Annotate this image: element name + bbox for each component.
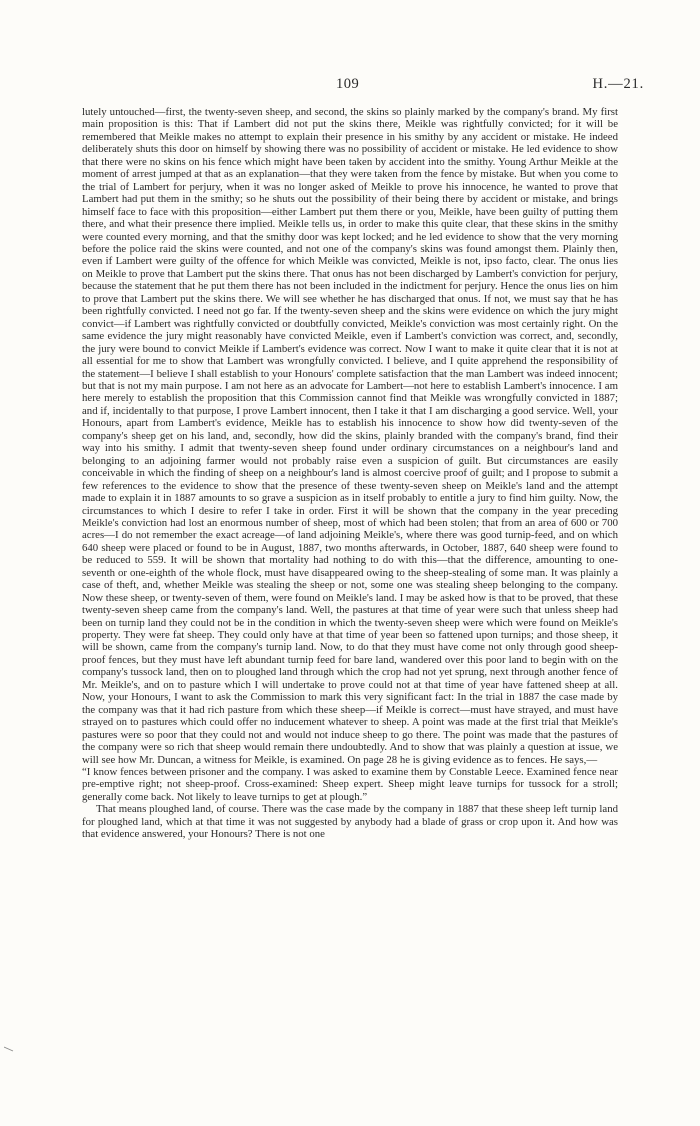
closing-paragraph: That means ploughed land, of course. There was the case made by the company in 1887 that these sheep left turnip land for ploughed land, which at that time it was not suggested by anybody had a blade of grass or crop upon it. And how was that evidence answered, your Honours? There is not one xyxy=(82,803,618,841)
document-reference: H.—21. xyxy=(592,76,644,92)
page-number: 109 xyxy=(336,76,360,92)
document-body xyxy=(82,106,618,841)
page-header xyxy=(0,76,700,98)
margin-mark-icon xyxy=(4,1046,14,1052)
main-paragraph: lutely untouched—first, the twenty-seven sheep, and second, the skins so plainly marked by the company's brand. My first main proposition is this: That if Lambert did not put the skins there, Meikle was rightfully convicted; for it will be remembered that Meikle makes no attempt to explain their presence in his smithy by any accident or mistake. He indeed deliberately shuts this door on himself by showing there was no possibility of accident or mistake. He led evidence to show that there were no skins on his fence which might have been taken by accident into the smithy. Young Arthur Meikle at the moment of arrest jumped at that as an explanation—that they were taken from the fence by mistake. But when you come to the trial of Lambert for perjury, when it was no longer asked of Meikle to prove his innocence, he wanted to prove that Lambert had put them in the smithy; so he shuts out the possibility of their being there by accident or mistake, and brings himself face to face with this proposition—either Lambert put them there or you, Meikle, have been guilty of putting them there, and what their presence there implied. Meikle tells us, in order to make this quite clear, that these skins in the smithy were counted every morning, and that the smithy door was kept locked; and he led evidence to show that the very morning before the police raid the skins were counted, and not one of the company's skins was found amongst them. Plainly then, even if Lambert were guilty of the offence for which Meikle was convicted, Meikle is not, ipso facto, clear. The onus lies on Meikle to prove that Lambert put the skins there. That onus has not been discharged by Lambert's conviction for perjury, because the statement that he put them there has not been included in the indictment for perjury. Hence the onus lies on him to prove that Lambert put the skins there. We will see whether he has discharged that onus. If not, we must say that he has been rightfully convicted. I need not go far. If the twenty-seven sheep and the skins were evidence on which the jury might convict—if Lambert was rightfully convicted or doubtfully convicted, Meikle's conviction was most certainly right. On the same evidence the jury might reasonably have convicted Meikle, even if Lambert's conviction was correct, and, secondly, the jury were bound to convict Meikle if Lambert's evidence was correct. Now I want to make it quite clear that it is not at all essential for me to show that Lambert was wrongfully convicted. I believe, and I quite apprehend the responsibility of the statement—I believe I shall establish to your Honours' complete satisfaction that the man Lambert was indeed innocent; but that is not my main purpose. I am not here as an advocate for Lambert—not here to establish Lambert's innocence. I am here merely to establish the proposition that this Commission cannot find that Meikle was wrongfully convicted in 1887; and if, incidentally to that purpose, I prove Lambert innocent, then I take it that I am discharging a good service. Well, your Honours, apart from Lambert's evidence, Meikle has to establish his innocence to show how did twenty-seven of the company's sheep get on his land, and, secondly, how did the skins, plainly branded with the company's brand, find their way into his smithy. I admit that twenty-seven sheep found under ordinary circumstances on a neighbour's land and belonging to an adjoining farmer would not probably raise even a suspicion of guilt. But circumstances are easily conceivable in which the finding of sheep on a neighbour's land is almost coercive proof of guilt; and I propose to submit a few references to the evidence to show that the presence of these twenty-seven sheep on Meikle's land and the attempt made to explain it in 1887 amounts to so grave a suspicion as in itself probably to entitle a jury to find him guilty. Now, the circumstances to which I desire to refer I take in order. First it will be shown that the company in the year preceding Meikle's conviction had lost an enormous number of sheep, most of which had been stolen; that from an area of 600 or 700 acres—I do not remember the exact acreage—of land adjoining Meikle's, where there was good turnip-feed, and on which 640 sheep were placed or found to be in August, 1887, two months afterwards, in October, 1887, 640 sheep were found to be reduced to 559. It will be shown that mortality had nothing to do with this—that the difference, amounting to one-seventh or one-eighth of the whole flock, must have disappeared owing to the sheep-stealing of some man. It was plainly a case of theft, and, whether Meikle was stealing the sheep or not, some one was stealing sheep belonging to the company. Now these sheep, or twenty-seven of them, were found on Meikle's land. I may be asked how is that to be proved, that these twenty-seven sheep came from the company's land. Well, the pastures at that time of year were such that unless sheep had been on turnip land they could not be in the condition in which the twenty-seven sheep were which were found on Meikle's property. They were fat sheep. They could only have at that time of year been so fattened upon turnips; and those sheep, it will be shown, came from the company's turnip land. Now, to do that they must have come not only through good sheep-proof fences, but they must have left abundant turnip feed for bare land, wandered over this poor land to begin with on the company's tussock land, then on to ploughed land through which the crop had not yet sprung, next through another fence of Mr. Meikle's, and on to pasture which I will undertake to prove could not at that time of year have fattened sheep at all. Now, your Honours, I want to ask the Commission to mark this very significant fact: In the trial in 1887 the case made by the company was that it had rich pasture from which these sheep—if Meikle is correct—must have strayed, and must have strayed on to pastures which could offer no inducement whatever to sheep. A point was made at the first trial that Meikle's pastures were so poor that they could not and would not induce sheep to go there. The point was made that the pastures of the company were so rich that sheep would remain there undoubtedly. And to show that was plainly a question at issue, we will see how Mr. Duncan, a witness for Meikle, is examined. On page 28 he is giving evidence as to fences. He says,— xyxy=(82,106,618,766)
quoted-testimony: “I know fences between prisoner and the company. I was asked to examine them by Constable Leece. Examined fence near pre-emptive right; not sheep-proof. Cross-examined: Sheep expert. Sheep might leave turnips for tussock for a stroll; generally come back. Not likely to leave turnips to get at plough.” xyxy=(82,766,618,803)
